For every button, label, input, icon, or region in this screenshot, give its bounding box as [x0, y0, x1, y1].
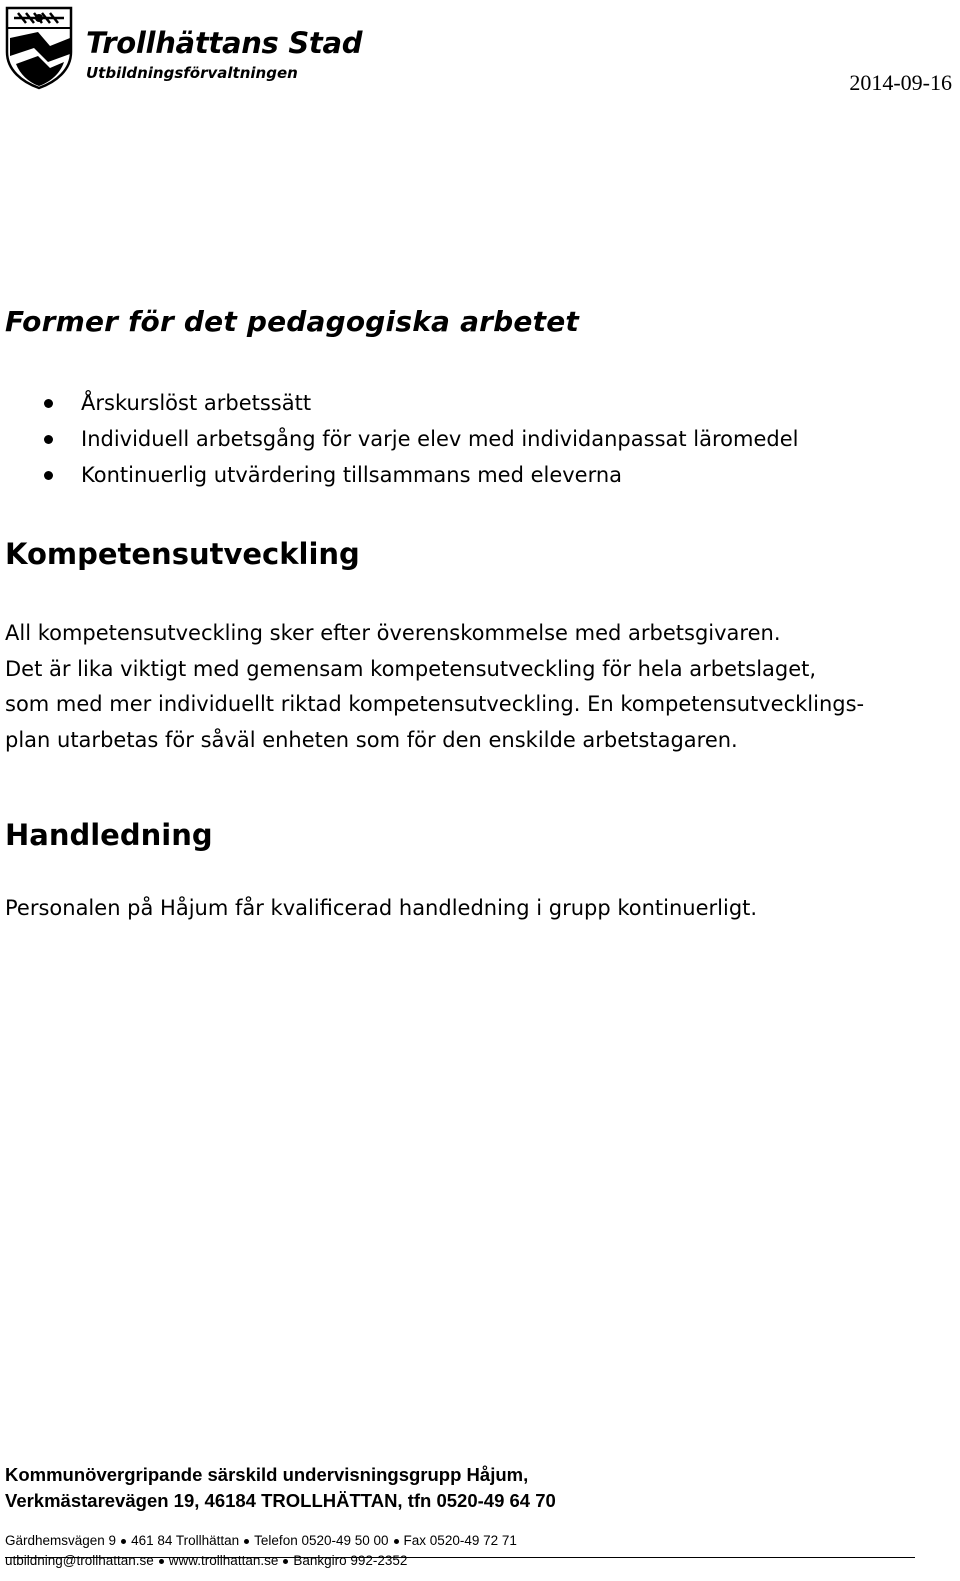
footer-line-1 — [5, 1532, 517, 1549]
list-item-text: Årskurslöst arbetssätt — [81, 391, 312, 415]
footer-divider — [5, 1557, 915, 1558]
competence-paragraph — [5, 616, 950, 758]
paragraph-line: All kompetensutveckling sker efter överenskommelse med arbetsgivaren. — [5, 621, 781, 645]
list-item — [0, 423, 798, 459]
section-heading-supervision: Handledning — [5, 818, 213, 852]
document-date: 2014-09-16 — [849, 70, 952, 95]
list-item-text: Kontinuerlig utvärdering tillsammans med eleverna — [81, 463, 623, 487]
supervision-paragraph: Personalen på Håjum får kvalificerad handledning i grupp kontinuerligt. — [5, 896, 758, 920]
organization-name: Trollhättans Stad — [86, 26, 363, 60]
list-item-text: Individuell arbetsgång för varje elev med individanpassat läromedel — [81, 427, 799, 451]
footer-fax: Fax 0520-49 72 71 — [403, 1533, 517, 1548]
separator-dot-icon — [283, 1559, 288, 1564]
paragraph-line: plan utarbetas för såväl enheten som för den enskilde arbetstagaren. — [5, 727, 738, 752]
section-heading-pedagogical: Former för det pedagogiska arbetet — [5, 305, 579, 338]
bullet-icon — [44, 471, 53, 480]
unit-name: Kommunövergripande särskild undervisningsgrupp Håjum, — [5, 1464, 529, 1485]
footer-address: Gärdhemsvägen 9 — [5, 1533, 117, 1548]
unit-contact-block — [5, 1462, 556, 1514]
municipal-crest-icon — [4, 4, 74, 90]
department-name: Utbildningsförvaltningen — [86, 64, 298, 82]
separator-dot-icon — [244, 1539, 249, 1544]
paragraph-line: Det är lika viktigt med gemensam kompetensutveckling för hela arbetslaget, — [5, 656, 817, 681]
list-item — [0, 459, 798, 495]
footer-phone: Telefon 0520-49 50 00 — [254, 1533, 389, 1548]
bullet-list — [0, 387, 798, 495]
paragraph-line: som med mer individuellt riktad kompetensutveckling. En kompetensutvecklings- — [5, 692, 865, 716]
footer-contact — [5, 1532, 517, 1569]
footer-postal: 461 84 Trollhättan — [131, 1533, 240, 1548]
list-item — [0, 387, 798, 423]
footer-email-link[interactable]: utbildning@trollhattan.se — [5, 1553, 154, 1568]
separator-dot-icon — [394, 1539, 399, 1544]
footer-line-2 — [5, 1552, 517, 1569]
unit-address: Verkmästarevägen 19, 46184 TROLLHÄTTAN, tfn 0520-49 64 70 — [5, 1490, 556, 1511]
section-heading-competence: Kompetensutveckling — [5, 537, 360, 571]
bullet-icon — [44, 399, 53, 408]
footer-bankgiro: Bankgiro 992-2352 — [293, 1553, 408, 1568]
bullet-icon — [44, 435, 53, 444]
separator-dot-icon — [121, 1539, 126, 1544]
separator-dot-icon — [159, 1559, 164, 1564]
footer-web-link[interactable]: www.trollhattan.se — [168, 1553, 279, 1568]
